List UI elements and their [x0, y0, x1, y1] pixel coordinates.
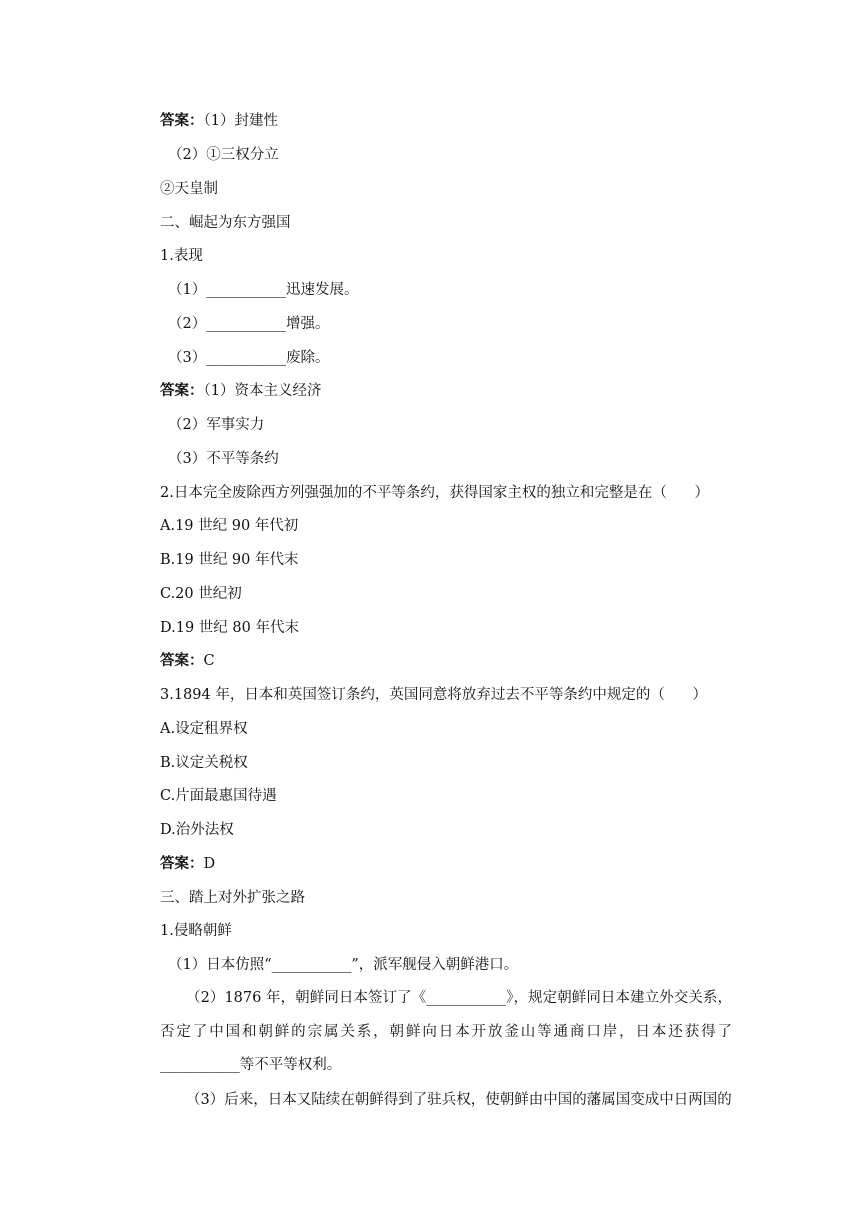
option: C.片面最惠国待遇 — [160, 788, 277, 804]
option: B.议定关税权 — [160, 755, 248, 771]
subheading: 1.表现 — [160, 248, 203, 264]
section-heading: 三、踏上对外扩张之路 — [160, 890, 305, 906]
answer-label: 答案： — [160, 855, 204, 872]
question: 2.日本完全废除西方列强强加的不平等条约，获得国家主权的独立和完整是在（ ） — [160, 485, 709, 501]
fill-blank-line: （2）___________增强。 — [168, 316, 330, 332]
answer-text: （1）封建性 — [203, 113, 278, 129]
question: 3.1894 年，日本和英国签订条约，英国同意将放弃过去不平等条约中规定的（ ） — [160, 687, 707, 703]
option: A.设定租界权 — [160, 721, 248, 737]
fill-blank-line: （1）___________迅速发展。 — [168, 282, 359, 298]
fill-blank-line: （1）日本仿照“___________”，派军舰侵入朝鲜港口。 — [168, 957, 519, 973]
subheading: 1.侵略朝鲜 — [160, 923, 232, 939]
option: A.19 世纪 90 年代初 — [160, 518, 299, 534]
answer-text: D — [203, 856, 216, 872]
text-line: （2）①三权分立 — [168, 147, 279, 163]
option: B.19 世纪 90 年代末 — [160, 552, 299, 568]
answer-text: C — [203, 653, 215, 669]
option: D.治外法权 — [160, 822, 234, 838]
answer-label: 答案： — [160, 652, 204, 669]
section-heading: 二、崛起为东方强国 — [160, 215, 291, 231]
answer-line — [160, 651, 215, 671]
answer-line — [160, 854, 215, 874]
paragraph: （2）1876 年，朝鲜同日本签订了《___________》，规定朝鲜同日本建立外交关系，否定了中国和朝鲜的宗属关系，朝鲜向日本开放釜山等通商口岸，日本还获得了___________等不平等权利。 — [160, 990, 732, 1073]
answer-label: 答案： — [160, 112, 204, 129]
option: C.20 世纪初 — [160, 586, 242, 602]
answer-line — [160, 381, 321, 401]
answer-text: （1）资本主义经济 — [203, 383, 322, 399]
text-line: （3）不平等条约 — [168, 451, 279, 467]
text-line: （2）军事实力 — [168, 417, 265, 433]
fill-blank-line: （3）___________废除。 — [168, 350, 330, 366]
answer-line — [160, 111, 278, 131]
paragraph: （3）后来，日本又陆续在朝鲜得到了驻兵权，使朝鲜由中国的藩属国变成中日两国的 — [186, 1092, 732, 1108]
answer-label: 答案： — [160, 382, 204, 399]
text-line: ②天皇制 — [160, 181, 218, 197]
option: D.19 世纪 80 年代末 — [160, 620, 299, 636]
